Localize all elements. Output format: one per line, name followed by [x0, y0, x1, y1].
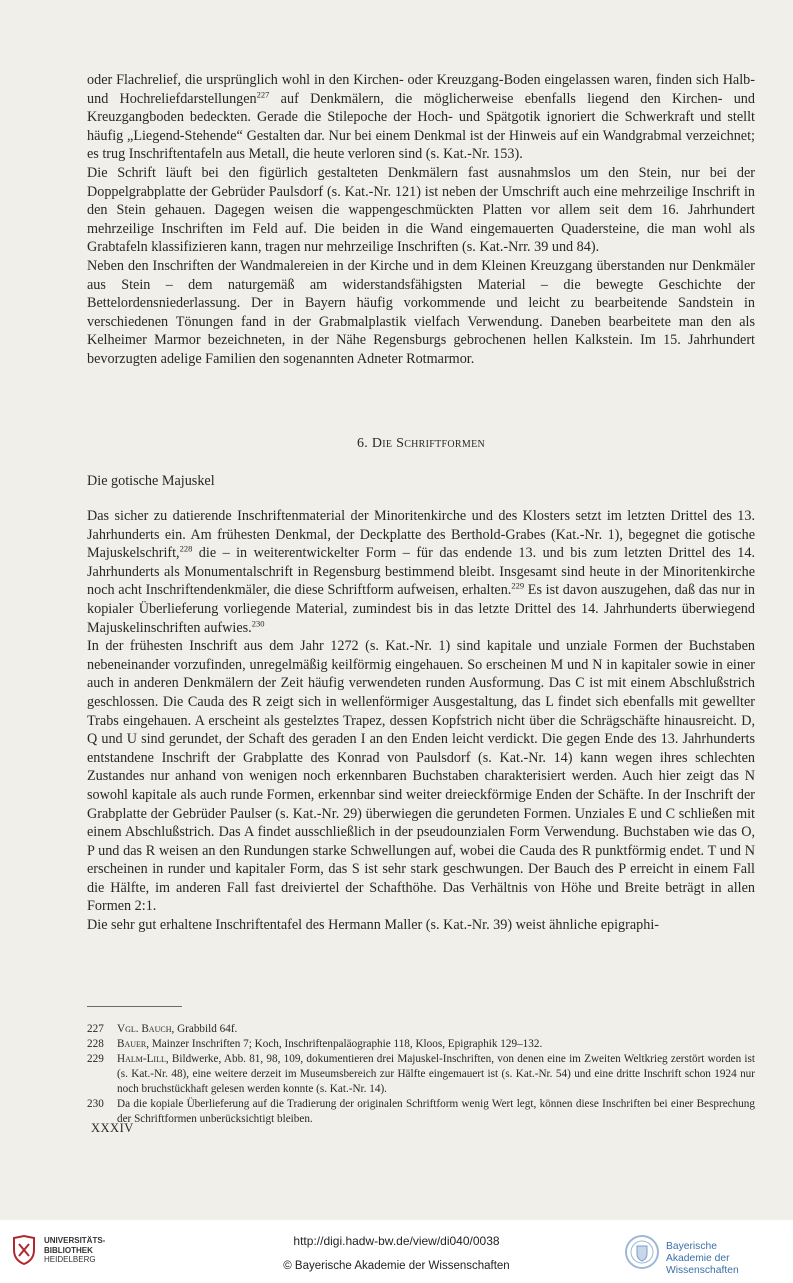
footnote: [87, 1052, 755, 1097]
ub-logo-text: [44, 1236, 105, 1265]
paragraph-text: Das sicher zu datierende Inschriftenmaterial der Minoritenkirche und des Klosters setzt im letzten Drittel des 13. Jahrhunderts ein. Am frühesten Denkmal, der Deckplatte des Berthold-Grabes (Kat.-Nr. 1), begegnet die gotische Majuskelschrift,: [87, 508, 755, 562]
paragraph: Die Schrift läuft bei den figürlich gestalteten Denkmälern fast ausnahmslos um den Stein, nur bei der Doppelgrabplatte der Gebrüder Paulsdorf (s. Kat.-Nr. 121) ist neben der Umschrift auch eine mehrzeilige Inschrift in den Stein gehauen. Dagegen weisen die wappengeschmückten Platten vor allem seit dem 16. Jahrhundert mehrzeilige Inschriften im Feld auf. Die beiden in die Wand eingemauerten Quadersteine, die man wohl als Grabtafeln klassifizieren kann, tragen nur mehrzeilige Inschriften (s. Kat.-Nrr. 39 und 84).: [87, 164, 755, 256]
footnote-author: Halm-Lill: [117, 1053, 166, 1065]
permalink[interactable]: http://digi.hadw-bw.de/view/di040/0038: [293, 1234, 500, 1248]
paragraph-text: oder Flachrelief, die ursprünglich wohl in den Kirchen- oder Kreuzgang-Boden eingelassen waren, finden sich Halb- und Hochreliefdarstellungen: [87, 72, 755, 107]
paragraph: [87, 507, 755, 637]
footnote-rule: [87, 1006, 182, 1007]
body-text-lower: [87, 507, 755, 935]
page-number: XXXIV: [91, 1121, 134, 1135]
paragraph-text: auf Denkmälern, die möglicherweise ebenfalls liegend den Kirchen- und Kreuzgangboden bedeckten. Gerade die Stilepoche der Hoch- und Spätgotik ignoriert die Schwerkraft und stellt häufig „Liegend-Stehende“ Gestalten dar. Nur bei einem Denkmal ist der Hinweis auf ein Wandgrabmal verzeichnet; es trug Inschriftentafeln aus Metall, die heute verloren sind (s. Kat.-Nr. 153).: [87, 90, 755, 163]
footnote-ref[interactable]: 228: [179, 543, 193, 554]
footnote-text: [117, 1052, 755, 1097]
logo-line: HEIDELBERG: [44, 1255, 96, 1264]
paragraph: In der frühesten Inschrift aus dem Jahr 1272 (s. Kat.-Nr. 1) sind kapitale und unziale Formen der Buchstaben nebeneinander vorzufinden, unregelmäßig keilförmig eingehauen. So erscheinen M und N in kapitaler sowie in einer auch in anderen Denkmälern der Zeit häufig verwendeten runden Ausformung. Das C ist mit einem Abschlußstrich geschlossen. Die Cauda des R zeigt sich in wellenförmiger Ausgestaltung, das L findet sich ebenfalls mit gewellter Trabs eingehauen. A erscheint als gestelztes Trapez, dessen Kopfstrich nicht über die Schrägschäfte hinausreicht. D, Q und U sind gerundet, der Schaft des geraden I an den Enden leicht verdickt. Die gegen Ende des 13. Jahrhunderts entstandene Inschrift der Grabplatte des Konrad von Paulsdorf (s. Kat.-Nr. 14) kann wegen ihres schlechten Zustandes nur anhand von wenigen noch erkennbaren Buchstaben charakterisiert werden. Auch hier zeigt das N sowohl kapitale als auch runde Formen, erkennbar sind weiter dreieckförmige Enden der Schäfte. In der Inschrift der Grabplatte der Gebrüder Paulser (s. Kat.-Nr. 29) überwiegen die gerundeten Formen. Unziales E und C schließen mit einem Abschlußstrich. Das A findet ausschließlich in der pseudounzialen Form Verwendung. Buchstaben wie das O, P und das R weisen an den Rundungen starke Schwellungen auf, wobei die Cauda des R punktförmig endet. T und N erscheinen in runder und kapitaler Form, das S ist sehr stark geschwungen. Der Bauch des P erreicht in einem Fall die Hälfte, im anderen Fall fast dreiviertel der Schafthöhe. Das Verhältnis von Höhe und Breite beträgt in allen Formen 2:1.: [87, 638, 755, 915]
logo-line: UNIVERSITÄTS-: [44, 1236, 106, 1245]
logo-line: Bayerische: [666, 1241, 717, 1252]
footnote-text: [117, 1022, 755, 1037]
footnote-number: 230: [87, 1098, 104, 1110]
baw-seal-icon: [624, 1234, 660, 1270]
paragraph: [87, 71, 755, 164]
footnote: [87, 1022, 755, 1037]
footnote-body: , Grabbild 64f.: [171, 1023, 238, 1035]
footnote-number: 229: [87, 1053, 104, 1065]
ub-heidelberg-logo[interactable]: [10, 1234, 130, 1274]
footnote-text: [117, 1097, 755, 1127]
subheading: Die gotische Majuskel: [87, 473, 215, 489]
baw-logo-text: [666, 1241, 789, 1277]
footnote-body: Da die kopiale Überlieferung auf die Tradierung der originalen Schriftform wenig Wert legt, können diese Inschriften bei einer Besprechung der Schriftformen unberücksichtigt bleiben.: [117, 1098, 755, 1125]
footnote-ref[interactable]: 230: [251, 617, 265, 628]
paragraph: Die sehr gut erhaltene Inschriftentafel des Hermann Maller (s. Kat.-Nr. 39) weist ähnliche epigraphi-: [87, 917, 660, 934]
ub-logo-icon: [10, 1234, 38, 1266]
paragraph-text: die – in weiterentwickelter Form – für das endende 13. und bis zum letzten Drittel des 14. Jahrhunderts als Monumentalschrift in Regensburg bestimmend bleibt. Insgesamt sind heute in der Minoritenkirche noch acht Inschriftendenkmäler, die diese Schriftform aufweisen, erhalten.: [87, 545, 755, 599]
footnote-number: 228: [87, 1038, 104, 1050]
footnote-ref[interactable]: 229: [511, 580, 525, 591]
baw-logo[interactable]: [624, 1234, 789, 1274]
copyright: © Bayerische Akademie der Wissenschaften: [283, 1260, 510, 1272]
footnote-author: Bauer: [117, 1038, 147, 1050]
paragraph: Neben den Inschriften der Wandmalereien in der Kirche und in dem Kleinen Kreuzgang überstanden nur Denkmäler aus Stein – dem naturgemäß am widerstandsfähigsten Material – die bewegte Geschichte der Bettelordensniederlassung. Der in Bayern häufig vorkommende und leicht zu bearbeitende Sandstein in verschiedenen Tönungen fand in der Grabmalplastik vielfach Verwendung. Daneben bearbeitete man den als Kelheimer Marmor bezeichneten, in der Nähe Regensburgs gebrochenen hellen Kalkstein. Im 15. Jahrhundert bevorzugten adelige Familien den sogenannten Adneter Rotmarmor.: [87, 257, 755, 367]
footnote-ref[interactable]: 227: [256, 88, 270, 99]
logo-line: BIBLIOTHEK: [44, 1245, 93, 1255]
section-heading: 6. Die Schriftformen: [356, 436, 486, 451]
footnotes: [87, 1022, 755, 1127]
footnote-author: Vgl. Bauch: [117, 1023, 172, 1035]
footnote: [87, 1097, 755, 1127]
footnote-body: , Mainzer Inschriften 7; Koch, Inschriftenpaläographie 118, Kloos, Epigraphik 129–132.: [146, 1038, 543, 1050]
footnote-number: 227: [87, 1023, 104, 1035]
paragraph-text: Es ist davon auszugehen, daß das nur in kopialer Überlieferung vorliegende Material, zumindest bis in das letzte Drittel des 14. Jahrhunderts überwiegend Majuskelinschriften aufwies.: [87, 582, 756, 636]
footnote-body: , Bildwerke, Abb. 81, 98, 109, dokumentieren drei Majuskel-Inschriften, von denen eine im Zweiten Weltkrieg zerstört worden ist (s. Kat.-Nr. 48), eine weitere derzeit im Museumsbereich zur Hälfte eingemauert ist (s. Kat.-Nr. 54) und eine dritte Inschrift schon 1924 nur noch bruchstückhaft gelesen werden konnte (s. Kat.-Nr. 14).: [117, 1053, 755, 1095]
footnote: [87, 1037, 755, 1052]
viewer-footer: [0, 1220, 793, 1283]
footnote-text: [117, 1037, 755, 1052]
logo-line: Akademie der Wissenschaften: [666, 1253, 739, 1276]
body-text-upper: [87, 71, 755, 369]
